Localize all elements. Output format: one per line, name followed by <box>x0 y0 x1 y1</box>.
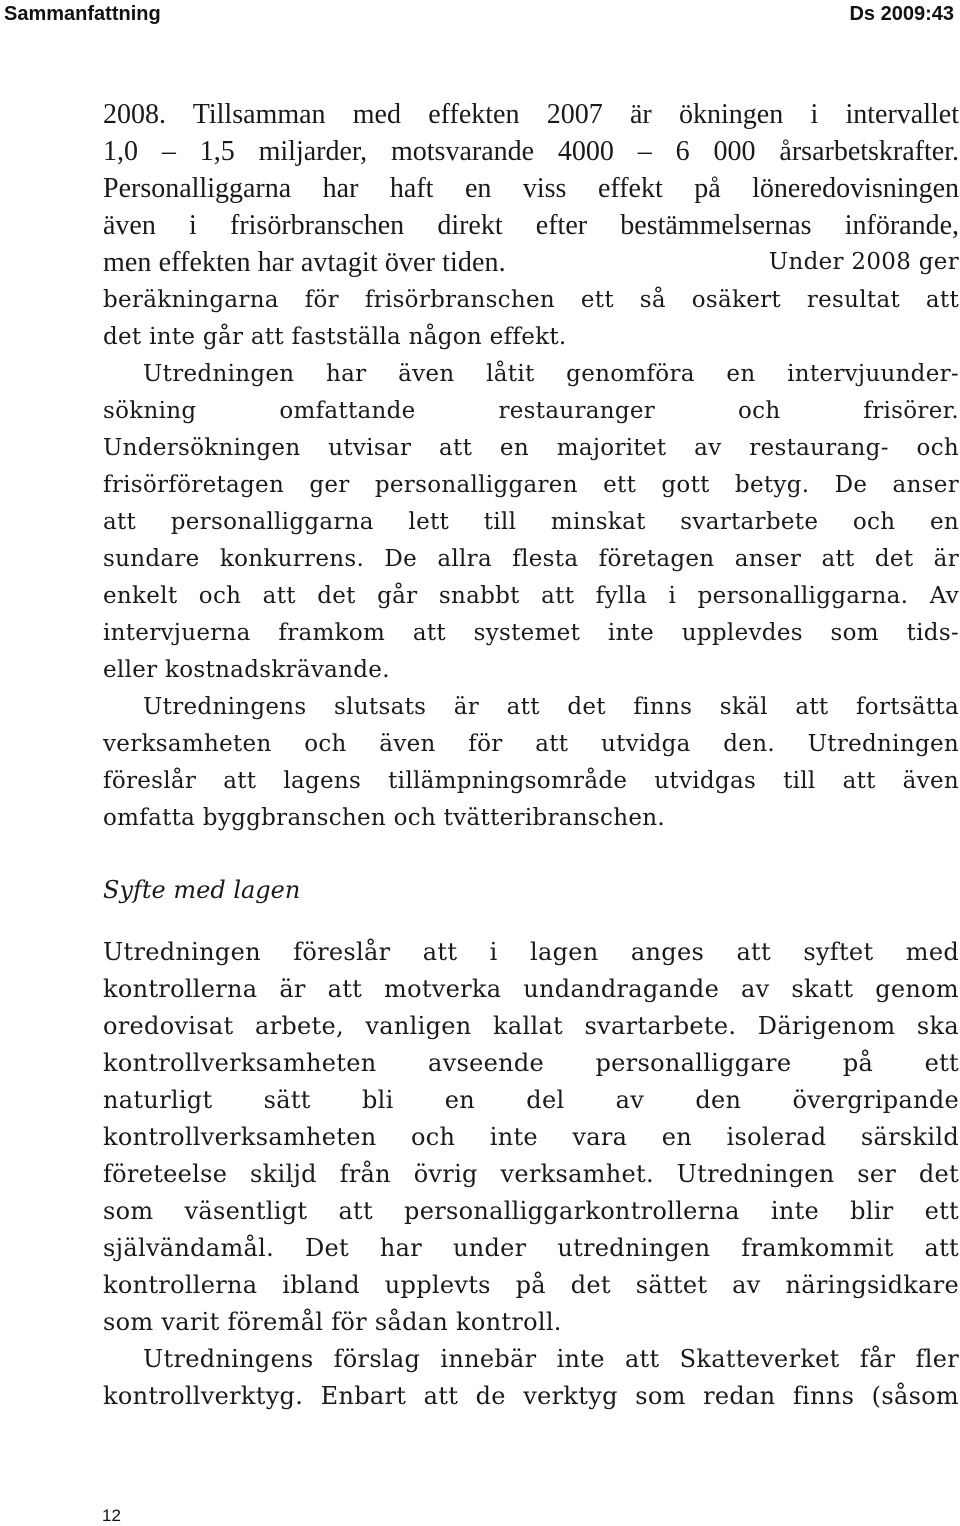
text-line: enkelt och att det går snabbt att fylla i personalliggarna. Av <box>103 583 959 609</box>
text-line: verksamheten och även för att utvidga den. Utredningen <box>103 731 959 757</box>
section-heading: Syfte med lagen <box>103 876 301 904</box>
text-line: 2008. Tillsamman med effekten 2007 är ökningen i intervallet <box>103 99 959 130</box>
text-line: kontrollerna är att motverka undandragande av skatt genom <box>103 975 959 1003</box>
text-line: föreslår att lagens tillämpningsområde utvidgas till att även <box>103 768 959 794</box>
paragraph-continuation-mixed-line <box>103 244 959 281</box>
text-line: kontrollerna ibland upplevts på det sättet av näringsidkare <box>103 1271 959 1299</box>
text-line: 1,0 – 1,5 miljarder, motsvarande 4000 – 6 000 årsarbetskrafter. <box>103 136 959 167</box>
paragraph-continuation <box>103 96 959 244</box>
header-document-reference: Ds 2009:43 <box>849 3 954 25</box>
paragraph-purpose <box>103 934 959 1415</box>
text-line: sökning omfattande restauranger och frisörer. <box>103 398 959 424</box>
text-line: som varit föremål för sådan kontroll. <box>103 1308 562 1336</box>
text-line: naturligt sätt bli en del av den övergripande <box>103 1086 959 1114</box>
page-number: 12 <box>102 1506 121 1525</box>
text-line: självändamål. Det har under utredningen framkommit att <box>103 1234 959 1262</box>
text-line: att personalliggarna lett till minskat svartarbete och en <box>103 509 959 535</box>
text-line: Personalliggarna har haft en viss effekt på löneredovisningen <box>103 173 959 204</box>
text-line: intervjuerna framkom att systemet inte upplevdes som tids- <box>103 620 959 646</box>
text-line: kontrollverksamheten avseende personalliggare på ett <box>103 1049 959 1077</box>
text-line: Utredningen har även låtit genomföra en intervjuunder- <box>143 361 959 387</box>
text-line: Utredningens förslag innebär inte att Skatteverket får fler <box>143 1345 959 1373</box>
text-line: eller kostnadskrävande. <box>103 657 390 683</box>
running-header <box>0 0 960 30</box>
text-line: Under 2008 ger <box>768 249 959 275</box>
text-line: men effekten har avtagit över tiden. <box>103 247 506 278</box>
paragraph-summary <box>103 282 959 837</box>
text-line: oredovisat arbete, vanligen kallat svartarbete. Därigenom ska <box>103 1012 959 1040</box>
text-line: kontrollverktyg. Enbart att de verktyg som redan finns (såsom <box>103 1382 959 1410</box>
header-section-title: Sammanfattning <box>4 3 161 25</box>
text-line: som väsentligt att personalliggarkontrollerna inte blir ett <box>103 1197 959 1225</box>
text-line: företeelse skiljd från övrig verksamhet. Utredningen ser det <box>103 1160 959 1188</box>
text-line: Utredningens slutsats är att det finns skäl att fortsätta <box>143 694 959 720</box>
text-line: Utredningen föreslår att i lagen anges att syftet med <box>103 938 959 966</box>
text-line: Undersökningen utvisar att en majoritet av restaurang- och <box>103 435 959 461</box>
text-line: även i frisörbranschen direkt efter bestämmelsernas införande, <box>103 210 959 241</box>
text-line: sundare konkurrens. De allra flesta företagen anser att det är <box>103 546 959 572</box>
text-line: det inte går att fastställa någon effekt. <box>103 324 567 350</box>
text-line: kontrollverksamheten och inte vara en isolerad särskild <box>103 1123 959 1151</box>
text-line: beräkningarna för frisörbranschen ett så osäkert resultat att <box>103 287 959 313</box>
text-line: frisörföretagen ger personalliggaren ett gott betyg. De anser <box>103 472 959 498</box>
text-line: omfatta byggbranschen och tvätteribranschen. <box>103 805 665 831</box>
